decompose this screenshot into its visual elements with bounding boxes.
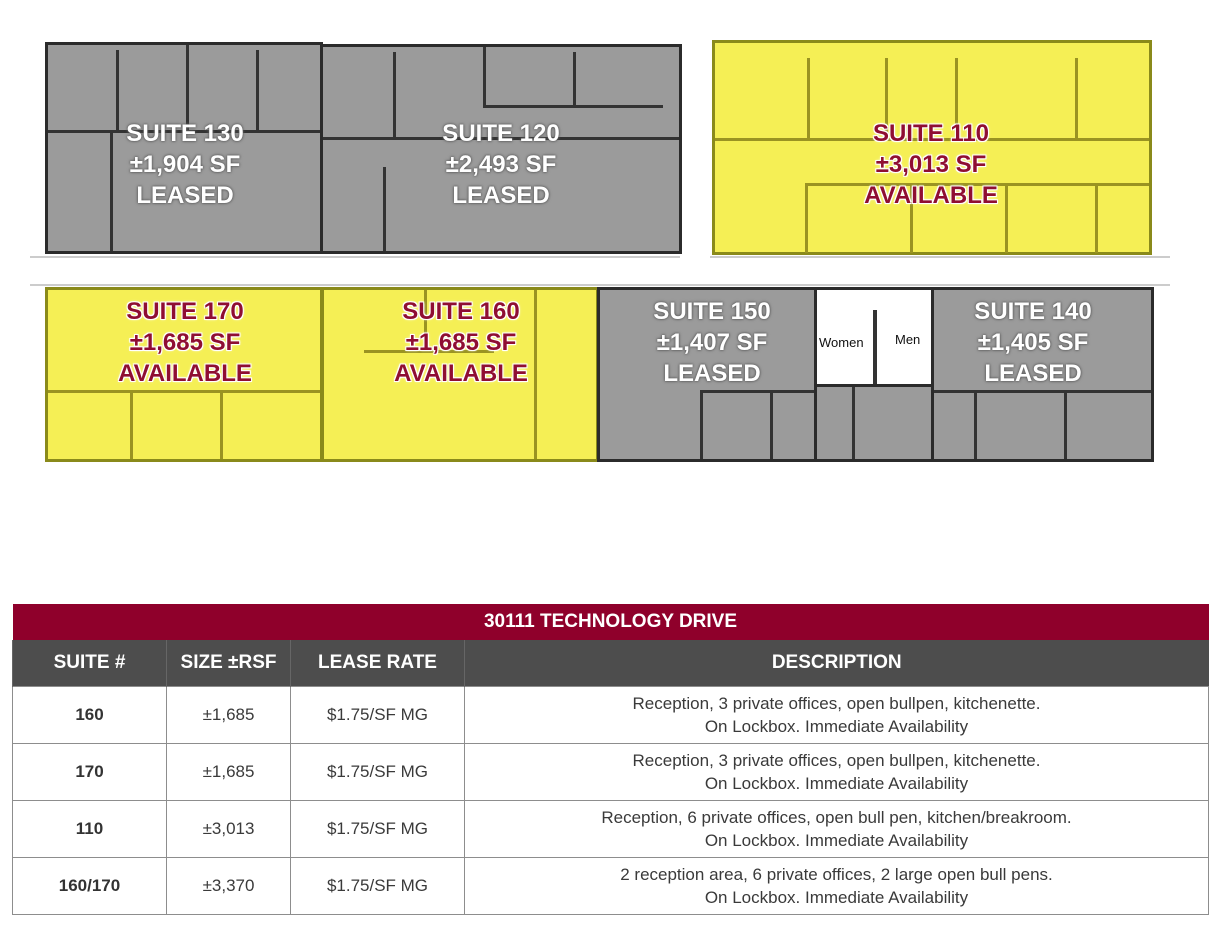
header-suite: SUITE # <box>13 640 167 687</box>
desc-line-1: Reception, 3 private offices, open bullpen, kitchenette. <box>632 694 1041 713</box>
desc-line-2: On Lockbox. Immediate Availability <box>704 717 969 736</box>
cell-rate: $1.75/SF MG <box>291 687 465 744</box>
restroom-men-label: Men <box>895 332 921 347</box>
suite-150-name: SUITE 150 <box>653 298 771 325</box>
cell-description <box>465 744 1209 801</box>
corridor <box>30 256 1170 286</box>
cell-description <box>465 858 1209 915</box>
table-row <box>13 801 1209 858</box>
table-title: 30111 TECHNOLOGY DRIVE <box>13 604 1209 640</box>
suite-170-status: AVAILABLE <box>118 360 252 387</box>
suite-110-size: ±3,013 SF <box>875 151 987 178</box>
table-row <box>13 858 1209 915</box>
cell-suite: 170 <box>13 744 167 801</box>
suite-120-label <box>442 118 559 211</box>
suite-110-status: AVAILABLE <box>864 182 998 209</box>
cell-rate: $1.75/SF MG <box>291 858 465 915</box>
desc-line-1: Reception, 6 private offices, open bull pen, kitchen/breakroom. <box>601 808 1072 827</box>
suite-160-size: ±1,685 SF <box>405 329 517 356</box>
header-size: SIZE ±RSF <box>167 640 291 687</box>
table-row <box>13 744 1209 801</box>
header-description: DESCRIPTION <box>465 640 1209 687</box>
suite-160-label <box>394 296 528 389</box>
suite-170-size: ±1,685 SF <box>129 329 241 356</box>
cell-size: ±1,685 <box>167 687 291 744</box>
suite-150-size: ±1,407 SF <box>656 329 768 356</box>
cell-suite: 160 <box>13 687 167 744</box>
suite-130-status: LEASED <box>136 182 234 209</box>
suite-170-name: SUITE 170 <box>126 298 244 325</box>
desc-line-2: On Lockbox. Immediate Availability <box>704 774 969 793</box>
cell-description <box>465 687 1209 744</box>
cell-size: ±3,013 <box>167 801 291 858</box>
restroom-women-label: Women <box>819 335 864 350</box>
desc-line-1: 2 reception area, 6 private offices, 2 large open bull pens. <box>620 865 1053 884</box>
desc-line-1: Reception, 3 private offices, open bullpen, kitchenette. <box>632 751 1041 770</box>
suite-140-status: LEASED <box>984 360 1082 387</box>
header-lease-rate: LEASE RATE <box>291 640 465 687</box>
cell-size: ±3,370 <box>167 858 291 915</box>
cell-description <box>465 801 1209 858</box>
suite-130-size: ±1,904 SF <box>129 151 241 178</box>
corridor-vertical <box>680 40 710 260</box>
restroom <box>814 287 934 387</box>
suite-110-label <box>864 118 998 211</box>
suite-140-name: SUITE 140 <box>974 298 1092 325</box>
suite-150-label <box>653 296 770 389</box>
desc-line-2: On Lockbox. Immediate Availability <box>704 831 969 850</box>
suite-140-size: ±1,405 SF <box>977 329 1089 356</box>
desc-line-2: On Lockbox. Immediate Availability <box>704 888 969 907</box>
cell-rate: $1.75/SF MG <box>291 801 465 858</box>
common-area <box>814 384 934 462</box>
suite-160-name: SUITE 160 <box>402 298 520 325</box>
suite-160-status: AVAILABLE <box>394 360 528 387</box>
cell-suite: 160/170 <box>13 858 167 915</box>
suite-150-status: LEASED <box>663 360 761 387</box>
suite-120-name: SUITE 120 <box>442 120 560 147</box>
table-row <box>13 687 1209 744</box>
suite-120-size: ±2,493 SF <box>445 151 557 178</box>
suite-130-label <box>126 118 243 211</box>
suite-120-status: LEASED <box>452 182 550 209</box>
cell-size: ±1,685 <box>167 744 291 801</box>
cell-rate: $1.75/SF MG <box>291 744 465 801</box>
suite-170-label <box>118 296 252 389</box>
cell-suite: 110 <box>13 801 167 858</box>
suite-140-label <box>974 296 1091 389</box>
availability-table <box>12 604 1209 915</box>
suite-130-name: SUITE 130 <box>126 120 244 147</box>
suite-110-name: SUITE 110 <box>872 120 990 147</box>
